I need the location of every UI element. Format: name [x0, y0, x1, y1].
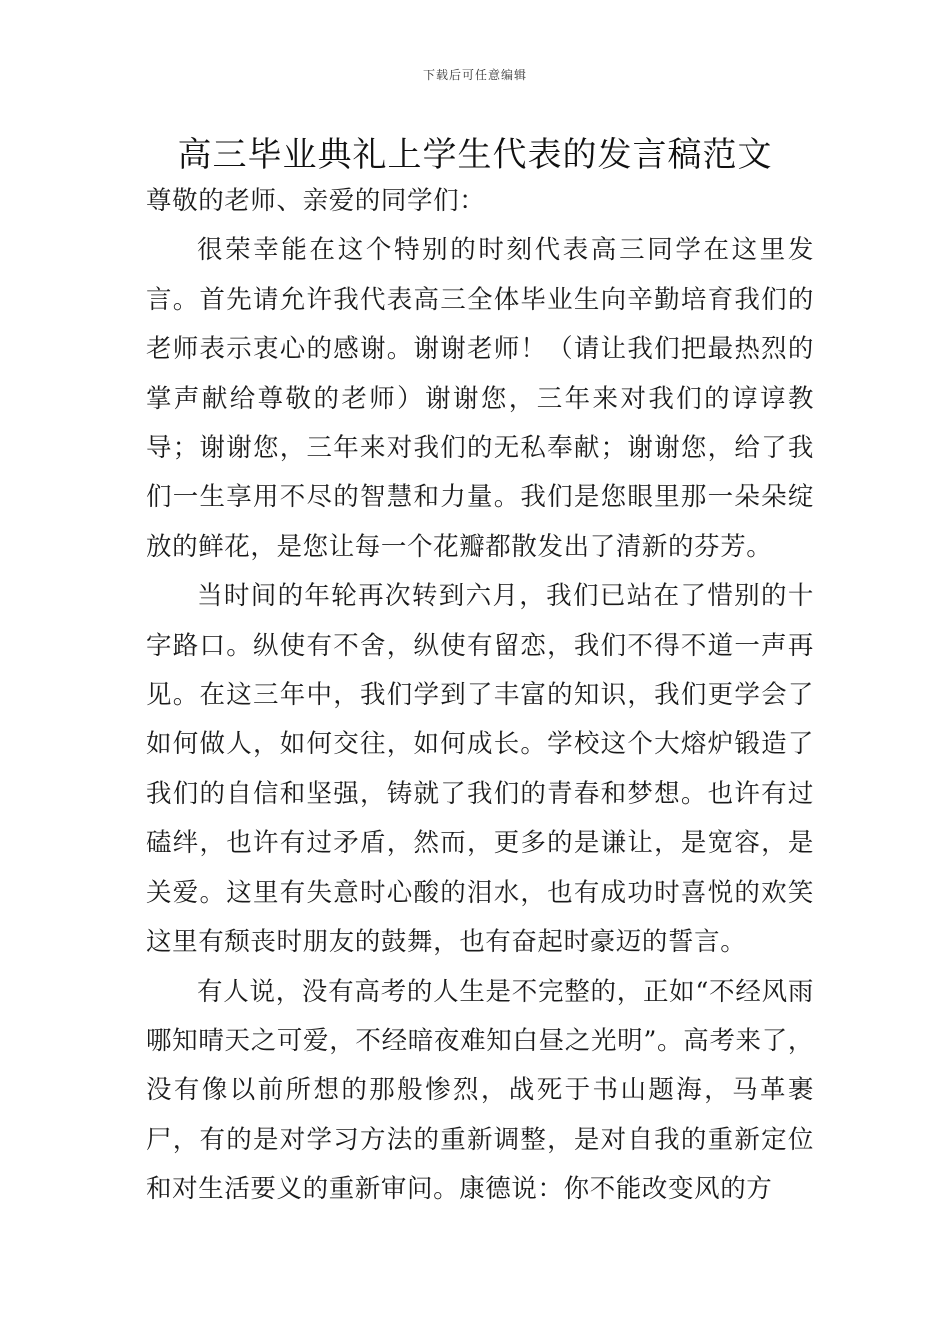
document-body — [146, 177, 814, 1215]
paragraph-1: 很荣幸能在这个特别的时刻代表高三同学在这里发言。首先请允许我代表高三全体毕业生向辛勤培育我们的老师表示衷心的感谢。谢谢老师！（请让我们把最热烈的掌声献给尊敬的老师）谢谢您，三年来对我们的谆谆教导；谢谢您，三年来对我们的无私奉献；谢谢您，给了我们一生享用不尽的智慧和力量。我们是您眼里那一朵朵绽放的鲜花，是您让每一个花瓣都散发出了清新的芬芳。 — [146, 235, 814, 562]
header-note: 下载后可任意编辑 — [422, 68, 527, 82]
document-title: 高三毕业典礼上学生代表的发言稿范文 — [177, 135, 773, 175]
paragraph-3: 有人说，没有高考的人生是不完整的，正如“不经风雨哪知晴天之可爱，不经暗夜难知白昼之光明”。高考来了，没有像以前所想的那般惨烈，战死于书山题海，马革裹尸，有的是对学习方法的重新调整，是对自我的重新定位和对生活要义的重新审问。康德说：你不能改变风的方 — [146, 976, 814, 1205]
paragraph-2: 当时间的年轮再次转到六月，我们已站在了惜别的十字路口。纵使有不舍，纵使有留恋，我们不得不道一声再见。在这三年中，我们学到了丰富的知识，我们更学会了如何做人，如何交往，如何成长。学校这个大熔炉锻造了我们的自信和坚强，铸就了我们的青春和梦想。也许有过磕绊，也许有过矛盾，然而，更多的是谦让，是宽容，是关爱。这里有失意时心酸的泪水，也有成功时喜悦的欢笑这里有颓丧时朋友的鼓舞，也有奋起时豪迈的誓言。 — [146, 581, 814, 958]
salutation: 尊敬的老师、亲爱的同学们： — [146, 186, 486, 216]
